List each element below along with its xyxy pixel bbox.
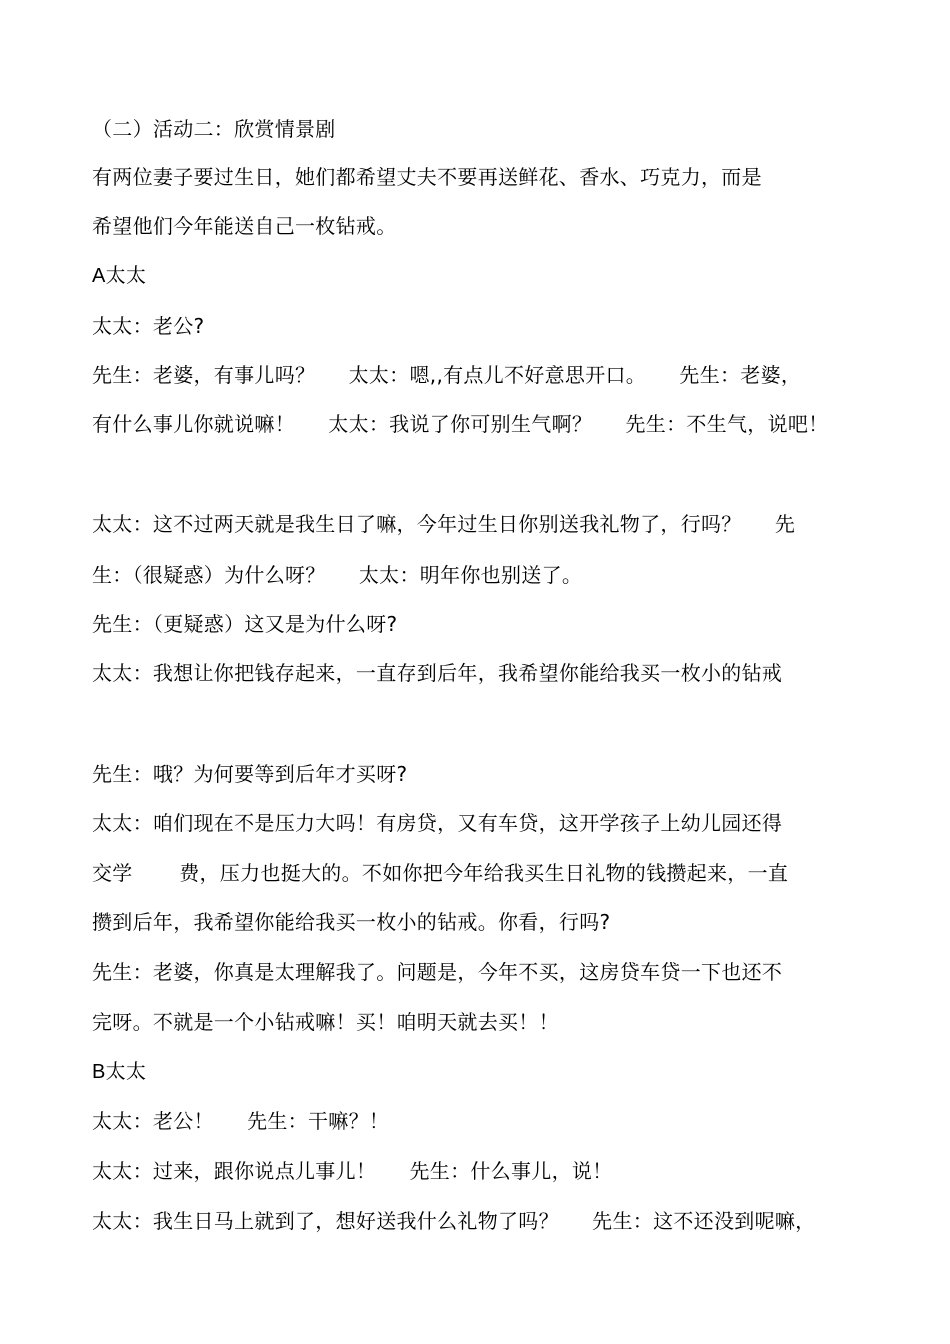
section-heading: （二）活动二：欣赏情景剧: [92, 117, 336, 141]
scene-a-line: 太太：老公?: [92, 314, 205, 338]
intro-line-1: 有两位妻子要过生日，她们都希望丈夫不要再送鲜花、香水、巧克力，而是: [92, 165, 762, 189]
scene-a-line: 生：（很疑惑）为什么呀？ 太太：明年你也别送了。: [92, 563, 583, 587]
scene-b-line: 太太：老公！ 先生：干嘛？！: [92, 1109, 390, 1133]
intro-line-2: 希望他们今年能送自己一枚钻戒。: [92, 214, 397, 238]
scene-a-letter: A: [92, 265, 106, 287]
scene-a-line: 先生：哦？为何要等到后年才买呀?: [92, 762, 408, 786]
scene-a-line: 有什么事儿你就说嘛！ 太太：我说了你可别生气啊？ 先生：不生气，说吧！: [92, 412, 829, 436]
scene-a-line: 太太：这不过两天就是我生日了嘛，今年过生日你别送我礼物了，行吗？ 先: [92, 512, 796, 536]
scene-b-line: 太太：过来，跟你说点儿事儿！ 先生：什么事儿，说！: [92, 1159, 613, 1183]
scene-a-label-text: 太太: [105, 263, 147, 287]
scene-a-line: 交学 费，压力也挺大的。不如你把今年给我买生日礼物的钱攒起来，一直: [92, 861, 789, 885]
scene-a-line: 太太：我想让你把钱存起来，一直存到后年，我希望你能给我买一枚小的钻戒: [92, 661, 783, 685]
scene-a-line: 攒到后年，我希望你能给我买一枚小的钻戒。你看，行吗?: [92, 910, 611, 934]
scene-b-label: [92, 1058, 146, 1085]
scene-a-line: 先生：（更疑惑）这又是为什么呀?: [92, 612, 398, 636]
scene-a-label: [92, 262, 146, 289]
scene-a-line: 先生：老婆，你真是太理解我了。问题是，今年不买，这房贷车贷一下也还不: [92, 960, 783, 984]
scene-b-line: 太太：我生日马上就到了，想好送我什么礼物了吗？ 先生：这不还没到呢嘛，: [92, 1209, 816, 1233]
scene-a-line: 太太：咱们现在不是压力大吗！有房贷，又有车贷，这开学孩子上幼儿园还得: [92, 811, 783, 835]
scene-a-line: 完呀。不就是一个小钻戒嘛！买！咱明天就去买！！: [92, 1010, 559, 1034]
scene-b-label-text: 太太: [105, 1059, 147, 1083]
scene-a-line: 先生：老婆，有事儿吗？ 太太：嗯,,有点儿不好意思开口。 先生：老婆，: [92, 363, 802, 387]
scene-b-letter: B: [92, 1061, 106, 1083]
